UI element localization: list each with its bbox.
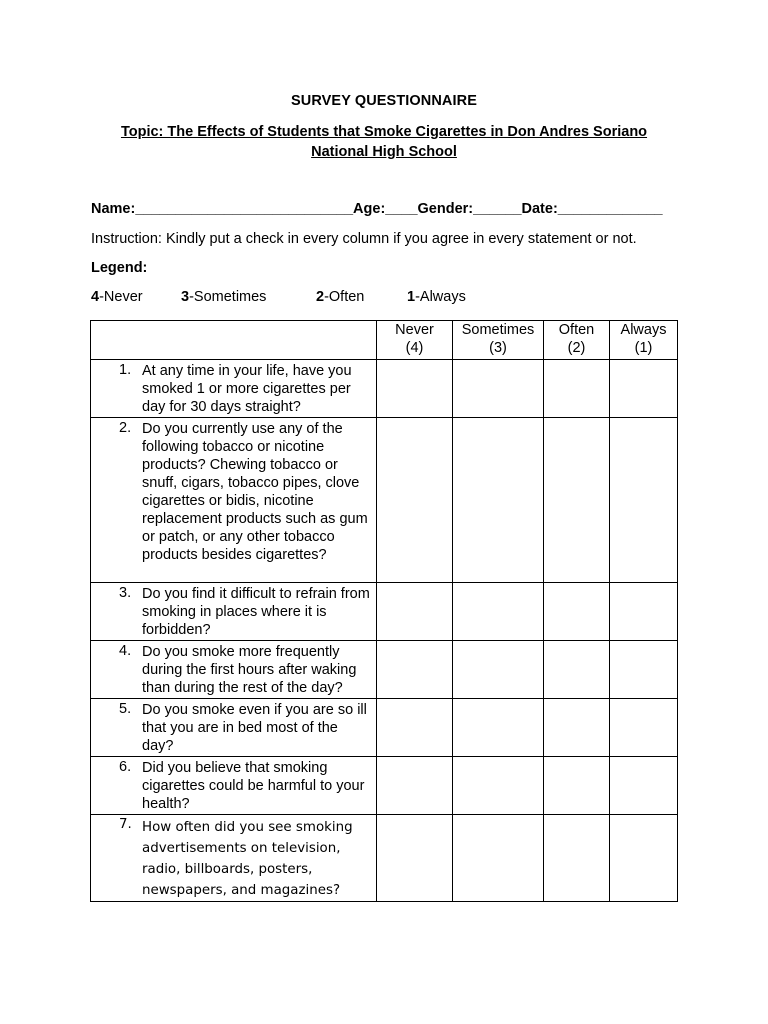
answer-cell-never[interactable] [377,815,453,902]
column-label: Never [395,322,434,338]
answer-cell-never[interactable] [377,360,453,418]
table-row [91,757,678,815]
question-cell [91,699,377,757]
question-number: 4. [119,643,132,659]
answer-cell-never[interactable] [377,757,453,815]
table-row [91,815,678,902]
answer-cell-always[interactable] [610,757,678,815]
column-header-sometimes [453,321,544,360]
question-cell [91,418,377,583]
answer-cell-sometimes[interactable] [453,757,544,815]
survey-table [90,320,678,902]
answer-cell-never[interactable] [377,699,453,757]
question-cell [91,360,377,418]
question-number: 2. [119,420,132,436]
question-text: Do you smoke even if you are so ill that you are in bed most of the day? [142,702,367,754]
legend-label: -Always [415,289,466,305]
column-score: (1) [634,340,653,356]
instruction-text: Instruction: Kindly put a check in every column if you agree in every statement or not. [91,231,637,247]
table-header-row [91,321,678,360]
answer-cell-sometimes[interactable] [453,360,544,418]
answer-cell-always[interactable] [610,699,678,757]
question-number: 7. [119,817,132,832]
question-text: Do you smoke more frequently during the first hours after waking than during the rest of the day? [142,644,357,696]
answer-cell-often[interactable] [544,360,610,418]
answer-cell-often[interactable] [544,418,610,583]
answer-cell-always[interactable] [610,360,678,418]
column-score: (2) [567,340,586,356]
answer-cell-always[interactable] [610,583,678,641]
question-text: How often did you see smoking advertisements on television, radio, billboards, posters, newspapers, and magazines? [142,820,353,898]
legend-label: -Sometimes [189,289,267,305]
legend-key: 1 [407,289,416,305]
answer-cell-always[interactable] [610,815,678,902]
legend-key: 3 [181,289,190,305]
legend-item-sometimes [181,289,266,305]
answer-cell-sometimes[interactable] [453,583,544,641]
question-number: 6. [119,759,132,775]
question-cell [91,583,377,641]
legend-key: 2 [316,289,325,305]
answer-cell-often[interactable] [544,757,610,815]
table-row [91,641,678,699]
table-row [91,360,678,418]
question-number: 3. [119,585,132,601]
legend-item-never [91,289,143,305]
legend-key: 4 [91,289,100,305]
column-label: Always [620,322,667,338]
answer-cell-always[interactable] [610,418,678,583]
legend-item-always [407,289,466,305]
column-header-never [377,321,453,360]
respondent-info-fields: Name:___________________________Age:____Gender:______Date:_____________ [91,201,663,217]
legend-label: -Never [99,289,143,305]
column-header-always [610,321,678,360]
answer-cell-often[interactable] [544,583,610,641]
column-label: Sometimes [461,322,535,338]
answer-cell-never[interactable] [377,418,453,583]
answer-cell-always[interactable] [610,641,678,699]
question-cell [91,641,377,699]
answer-cell-sometimes[interactable] [453,641,544,699]
legend [91,289,691,309]
legend-label: -Often [324,289,365,305]
answer-cell-never[interactable] [377,641,453,699]
column-label: Often [558,322,595,338]
answer-cell-often[interactable] [544,699,610,757]
question-text: At any time in your life, have you smoked 1 or more cigarettes per day for 30 days straight? [142,363,352,415]
document-topic: Topic: The Effects of Students that Smoke Cigarettes in Don Andres Soriano National High School [120,124,648,160]
legend-title: Legend: [91,260,148,276]
question-number: 5. [119,701,132,717]
table-row [91,583,678,641]
column-header-often [544,321,610,360]
answer-cell-never[interactable] [377,583,453,641]
answer-cell-sometimes[interactable] [453,815,544,902]
question-text: Do you currently use any of the following tobacco or nicotine products? Chewing tobacco or snuff, cigars, tobacco pipes, clove cigarettes or bidis, nicotine replacement products such as gum or patch, or any other tobacco products besides cigarettes? [142,421,368,563]
answer-cell-sometimes[interactable] [453,418,544,583]
answer-cell-often[interactable] [544,641,610,699]
question-cell [91,757,377,815]
question-text: Do you find it difficult to refrain from smoking in places where it is forbidden? [142,586,370,638]
legend-item-often [316,289,364,305]
column-score: (3) [489,340,507,356]
column-score: (4) [405,340,424,356]
question-text: Did you believe that smoking cigarettes could be harmful to your health? [142,760,365,812]
table-row [91,418,678,583]
question-header-cell [91,321,377,360]
document-title: SURVEY QUESTIONNAIRE [291,93,477,109]
answer-cell-sometimes[interactable] [453,699,544,757]
answer-cell-often[interactable] [544,815,610,902]
question-number: 1. [119,362,132,378]
table-row [91,699,678,757]
question-cell [91,815,377,902]
